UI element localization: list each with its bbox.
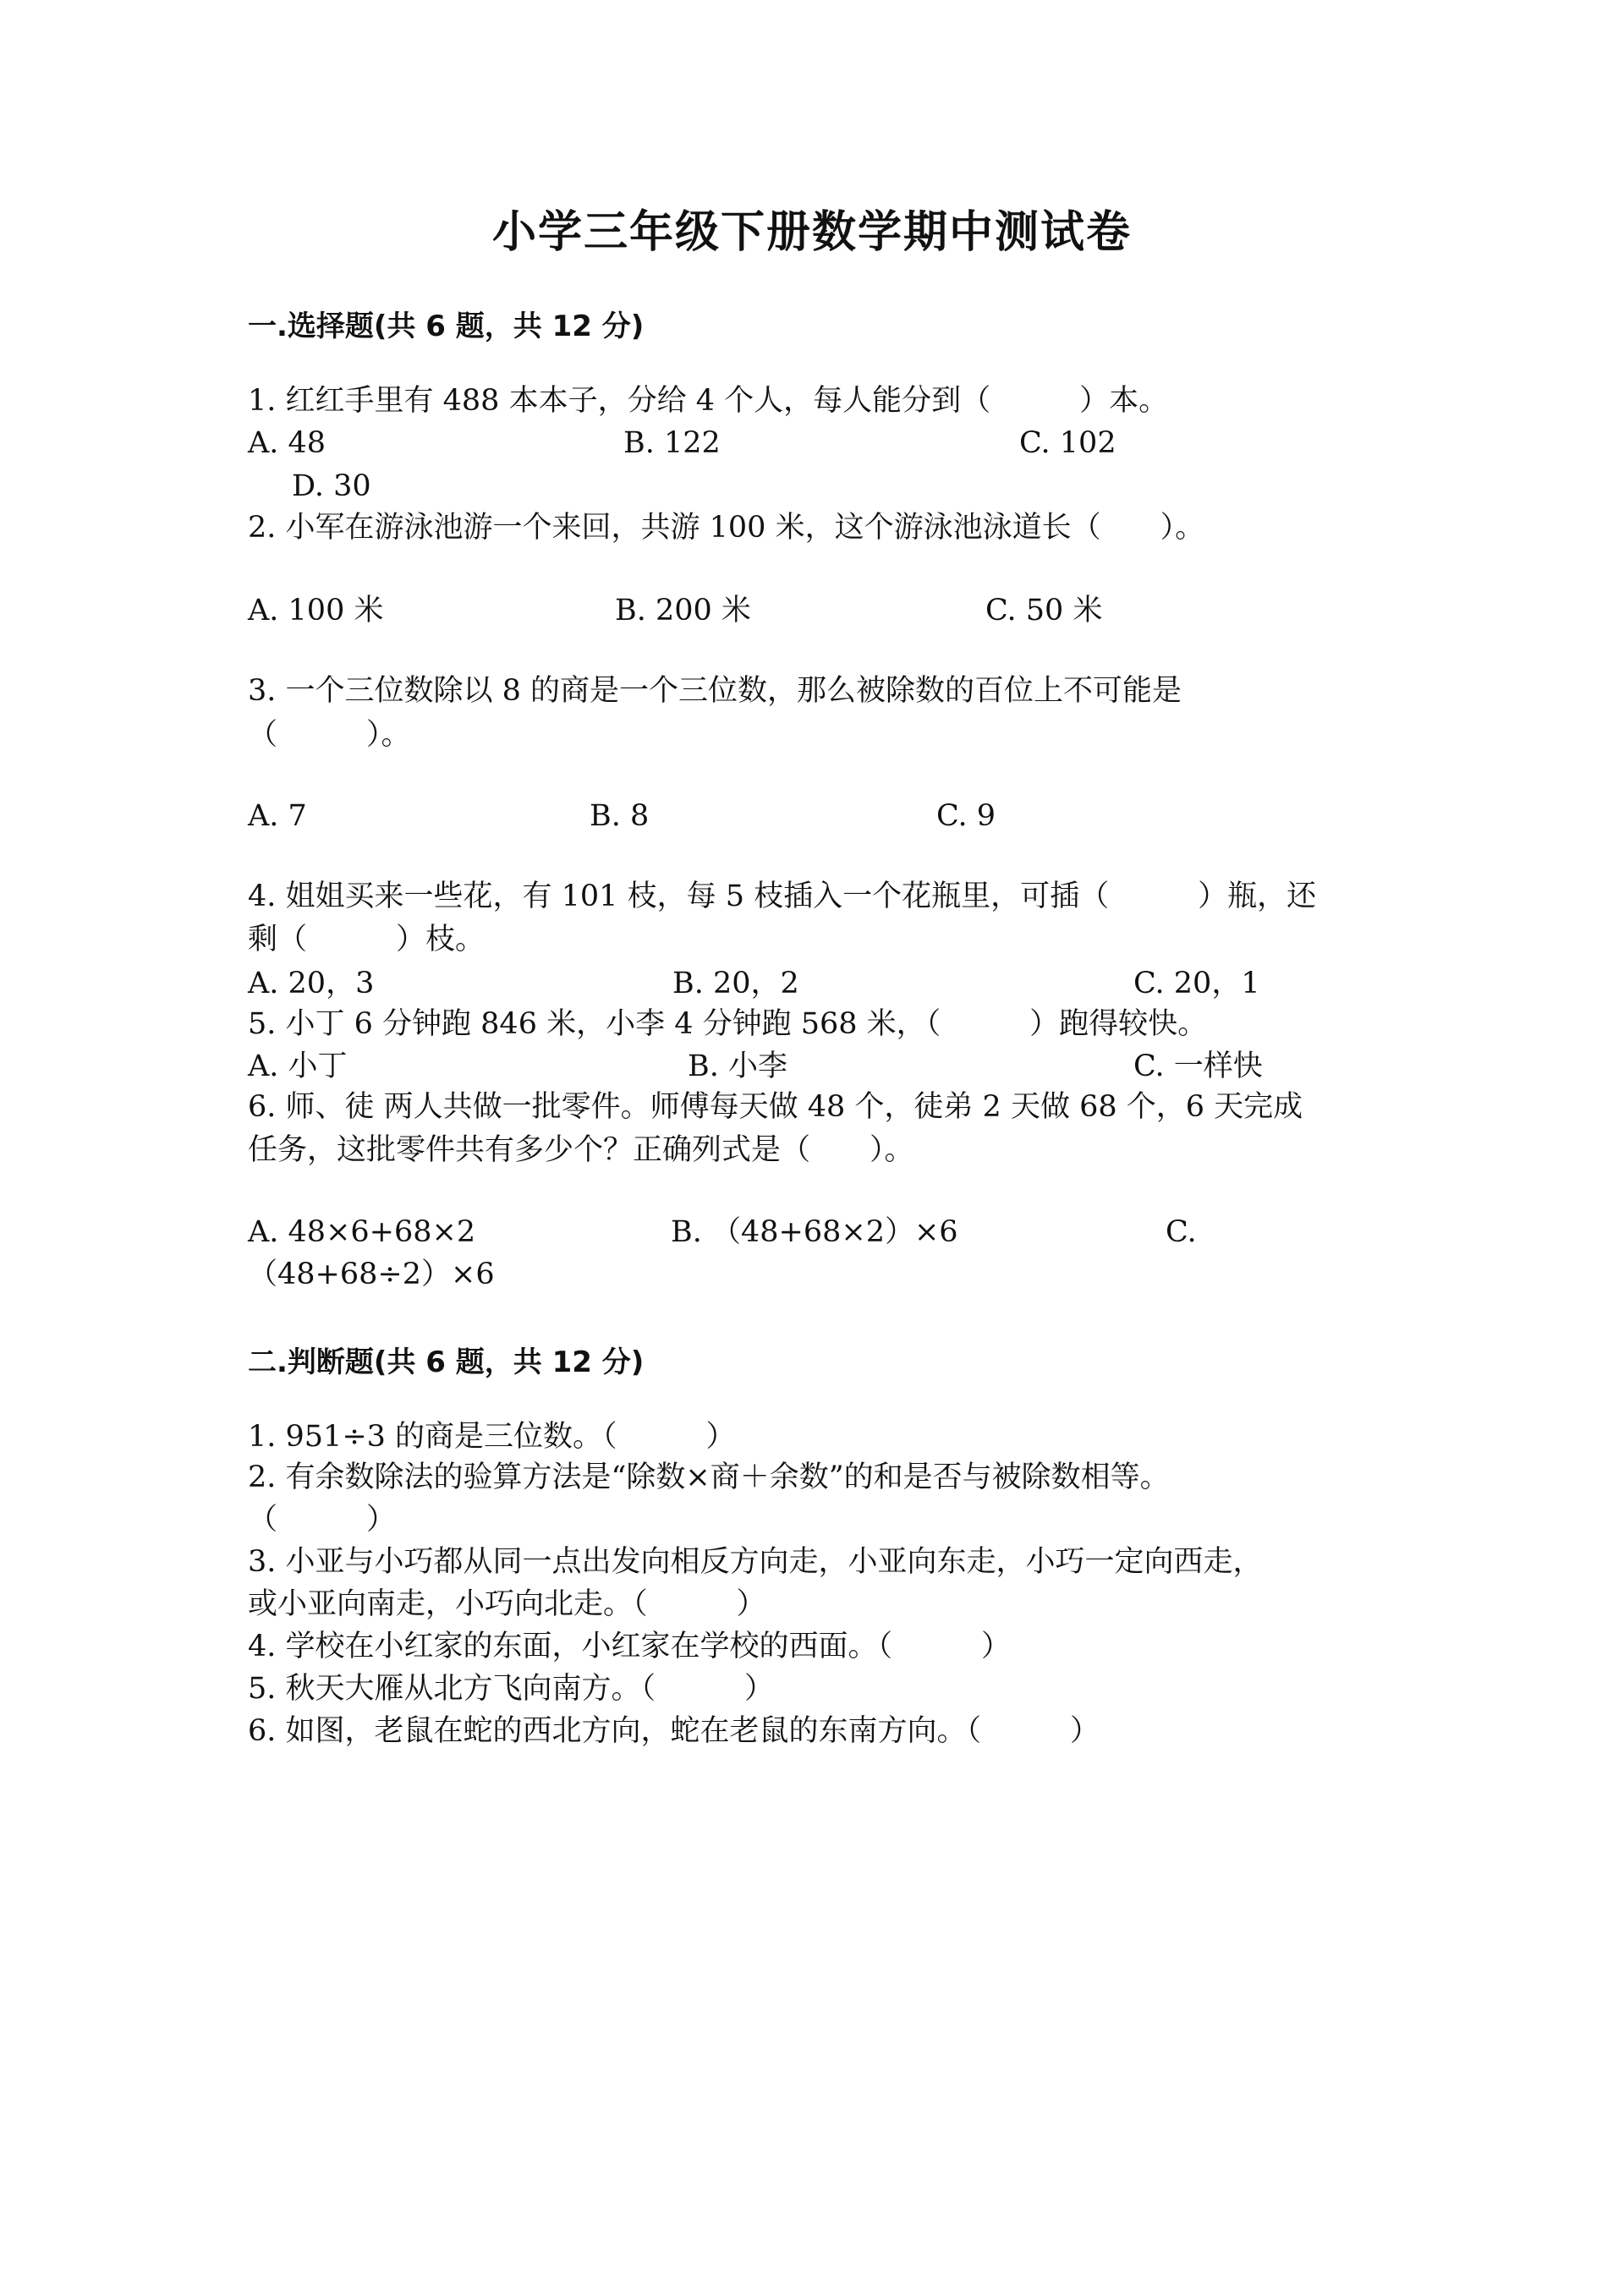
option-c-cont: （48+68÷2）×6 [248, 1258, 495, 1291]
question-stem-cont: 剩（ ）枝。 [248, 923, 486, 956]
option-b: B. 122 [623, 426, 721, 460]
option-c: C. 一样快 [1133, 1049, 1263, 1083]
option-a: A. 20，3 [248, 967, 375, 1000]
section-heading-judge: 二.判断题(共 6 题，共 12 分) [248, 1345, 645, 1379]
option-c: C. 20，1 [1133, 967, 1260, 1000]
question-stem-cont: 任务，这批零件共有多少个？正确列式是（ ）。 [248, 1133, 914, 1167]
question-stem: 1. 红红手里有 488 本本子，分给 4 个人，每人能分到（ ）本。 [248, 384, 1169, 418]
option-d: D. 30 [292, 469, 371, 503]
option-c: C. 50 米 [985, 594, 1103, 627]
option-b: B. （48+68×2）×6 [671, 1215, 958, 1249]
judge-question-1: 1. 951÷3 的商是三位数。（ ） [248, 1420, 736, 1454]
page-title: 小学三年级下册数学期中测试卷 [491, 207, 1132, 258]
judge-question-6: 6. 如图，老鼠在蛇的西北方向，蛇在老鼠的东南方向。（ ） [248, 1714, 1100, 1748]
option-b: B. 8 [590, 799, 650, 833]
judge-question-4: 4. 学校在小红家的东面，小红家在学校的西面。（ ） [248, 1630, 1012, 1663]
question-stem-cont: （ ）。 [248, 718, 411, 752]
option-a: A. 7 [248, 799, 307, 833]
judge-question-2: 2. 有余数除法的验算方法是“除数×商＋余数”的和是否与被除数相等。 [248, 1460, 1170, 1494]
question-stem: 6. 师、徒 两人共做一批零件。师傅每天做 48 个，徒弟 2 天做 68 个，6 天完成 [248, 1090, 1303, 1124]
option-b: B. 200 米 [615, 594, 751, 627]
option-c: C. 9 [936, 799, 996, 833]
option-a: A. 小丁 [248, 1049, 348, 1083]
option-a: A. 100 米 [248, 594, 384, 627]
option-b: B. 20，2 [672, 967, 799, 1000]
question-stem: 3. 一个三位数除以 8 的商是一个三位数，那么被除数的百位上不可能是 [248, 674, 1182, 708]
option-b: B. 小李 [688, 1049, 787, 1083]
question-stem: 5. 小丁 6 分钟跑 846 米，小李 4 分钟跑 568 米，（ ）跑得较快。 [248, 1007, 1208, 1041]
question-stem: 2. 小军在游泳池游一个来回，共游 100 米，这个游泳池泳道长（ ）。 [248, 511, 1205, 545]
question-stem: 4. 姐姐买来一些花，有 101 枝，每 5 枝插入一个花瓶里，可插（ ）瓶，还 [248, 879, 1317, 913]
option-c: C. [1166, 1215, 1197, 1249]
option-a: A. 48 [248, 426, 326, 460]
option-c: C. 102 [1019, 426, 1116, 460]
judge-question-3-cont: 或小亚向南走，小巧向北走。（ ） [248, 1587, 766, 1621]
judge-question-3: 3. 小亚与小巧都从同一点出发向相反方向走，小亚向东走，小巧一定向西走， [248, 1545, 1263, 1579]
judge-question-2-cont: （ ） [248, 1503, 397, 1537]
section-heading-choice: 一.选择题(共 6 题，共 12 分) [248, 310, 645, 343]
judge-question-5: 5. 秋天大雁从北方飞向南方。（ ） [248, 1672, 775, 1706]
option-a: A. 48×6+68×2 [248, 1215, 476, 1249]
